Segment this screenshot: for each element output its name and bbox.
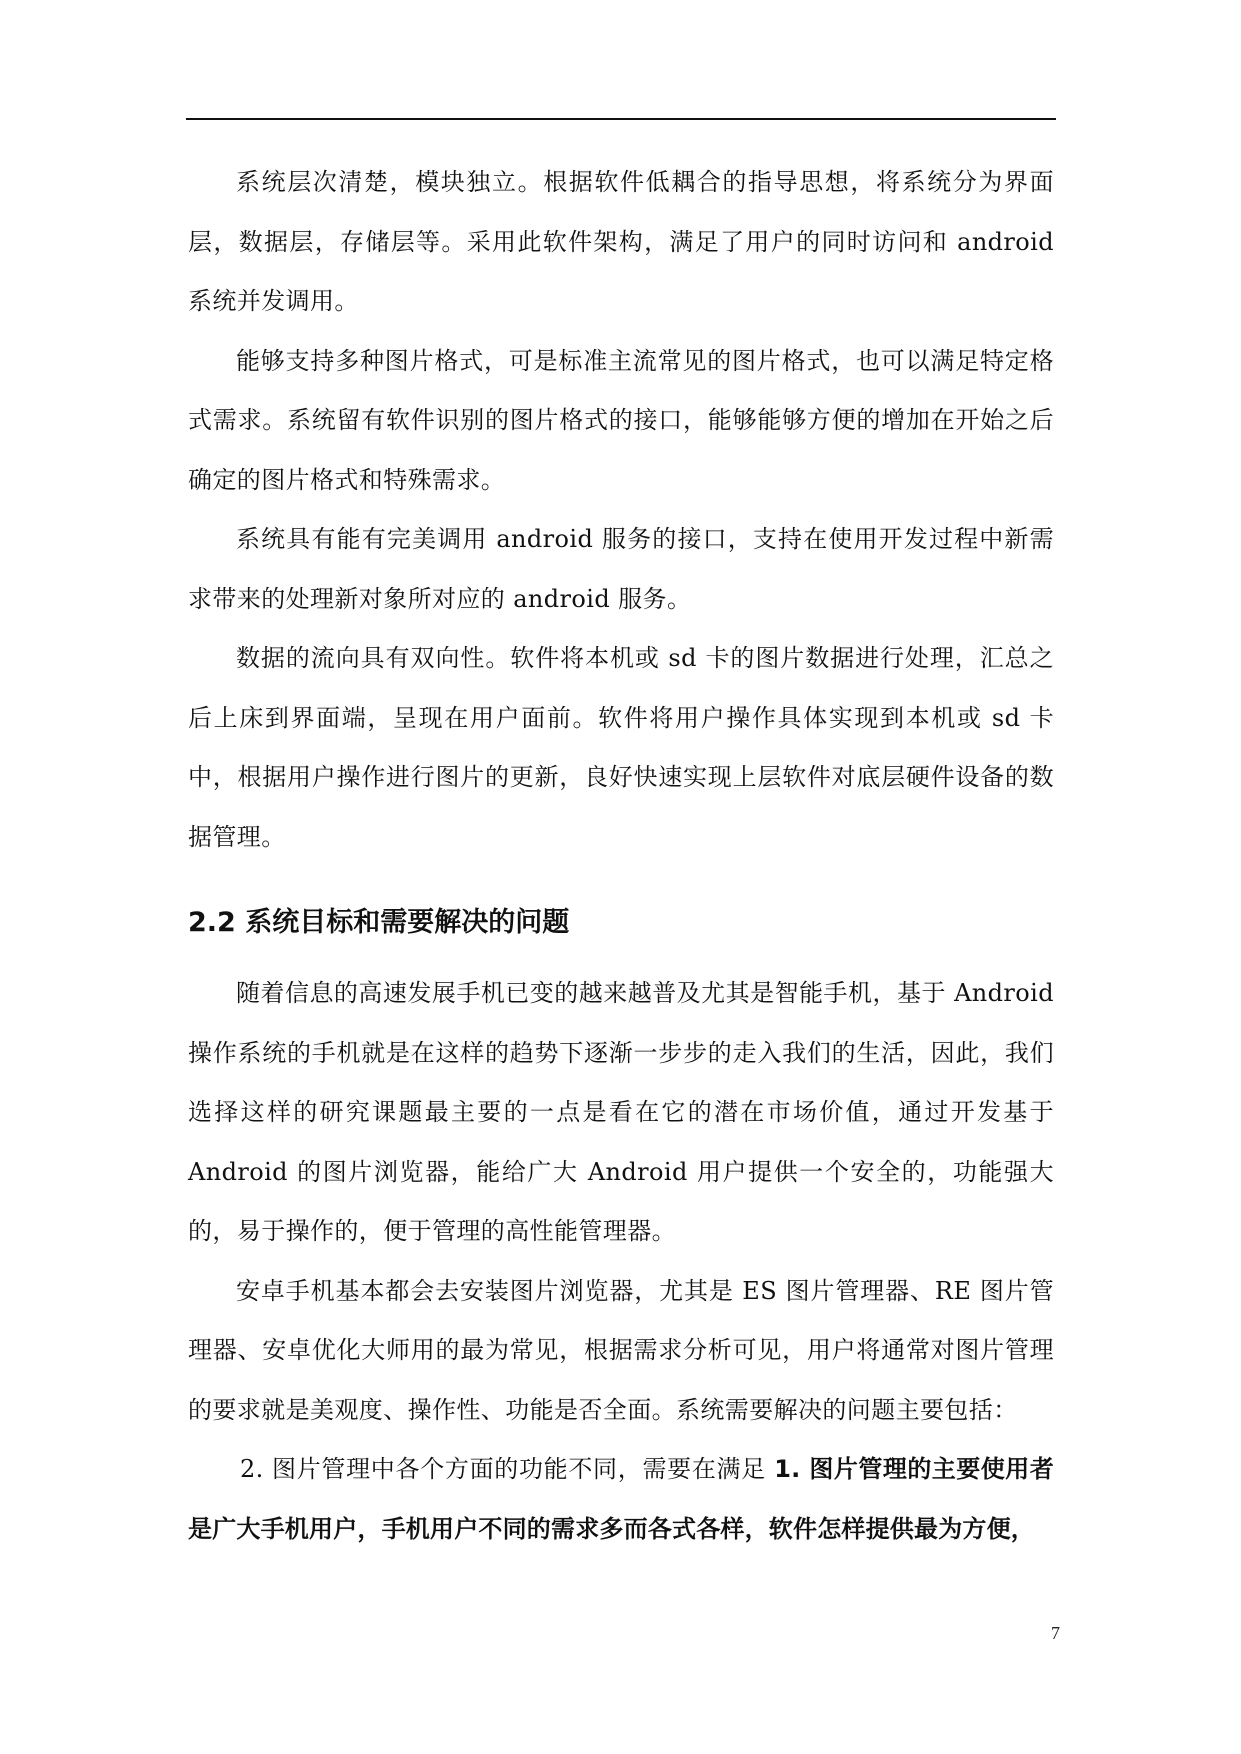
body-text-block-2 (188, 964, 1054, 1559)
paragraph: 能够支持多种图片格式，可是标准主流常见的图片格式，也可以满足特定格式需求。系统留有软件识别的图片格式的接口，能够能够方便的增加在开始之后确定的图片格式和特殊需求。 (188, 346, 1054, 494)
paragraph: 安卓手机基本都会去安装图片浏览器，尤其是 ES 图片管理器、RE 图片管理器、安卓优化大师用的最为常见，根据需求分析可见，用户将通常对图片管理的要求就是美观度、操作性、功能是否全面。系统需要解决的问题主要包括： (188, 1276, 1054, 1424)
paragraph: 数据的流向具有双向性。软件将本机或 sd 卡的图片数据进行处理，汇总之后上床到界面端，呈现在用户面前。软件将用户操作具体实现到本机或 sd 卡中，根据用户操作进行图片的更新，良好快速实现上层软件对底层硬件设备的数据管理。 (188, 644, 1054, 851)
paragraph: 随着信息的高速发展手机已变的越来越普及尤其是智能手机，基于 Android 操作系统的手机就是在这样的趋势下逐渐一步步的走入我们的生活，因此，我们选择这样的研究课题最主要的一点是看在它的潜在市场价值，通过开发基于 Android 的图片浏览器，能给广大 Android 用户提供一个安全的，功能强大的，易于操作的，便于管理的高性能管理器。 (188, 979, 1054, 1245)
page-number: 7 (1051, 1623, 1060, 1643)
header-rule (186, 118, 1056, 120)
paragraph: 系统具有能有完美调用 android 服务的接口，支持在使用开发过程中新需求带来的处理新对象所对应的 android 服务。 (188, 525, 1054, 613)
section-heading: 2.2 系统目标和需要解决的问题 (188, 907, 570, 938)
paragraph-bold-text: 1. 图片管理的主要使用者是广大手机用户，手机用户不同的需求多而各式各样，软件怎样提供最为方便， (188, 1455, 1054, 1543)
paragraph-mixed (188, 1440, 1054, 1559)
body-text-block-1 (188, 153, 1054, 867)
paragraph-normal-text: 2. 图片管理中各个方面的功能不同，需要在满足 (240, 1455, 775, 1483)
paragraph: 系统层次清楚，模块独立。根据软件低耦合的指导思想，将系统分为界面层，数据层，存储层等。采用此软件架构，满足了用户的同时访问和 android 系统并发调用。 (188, 168, 1054, 315)
